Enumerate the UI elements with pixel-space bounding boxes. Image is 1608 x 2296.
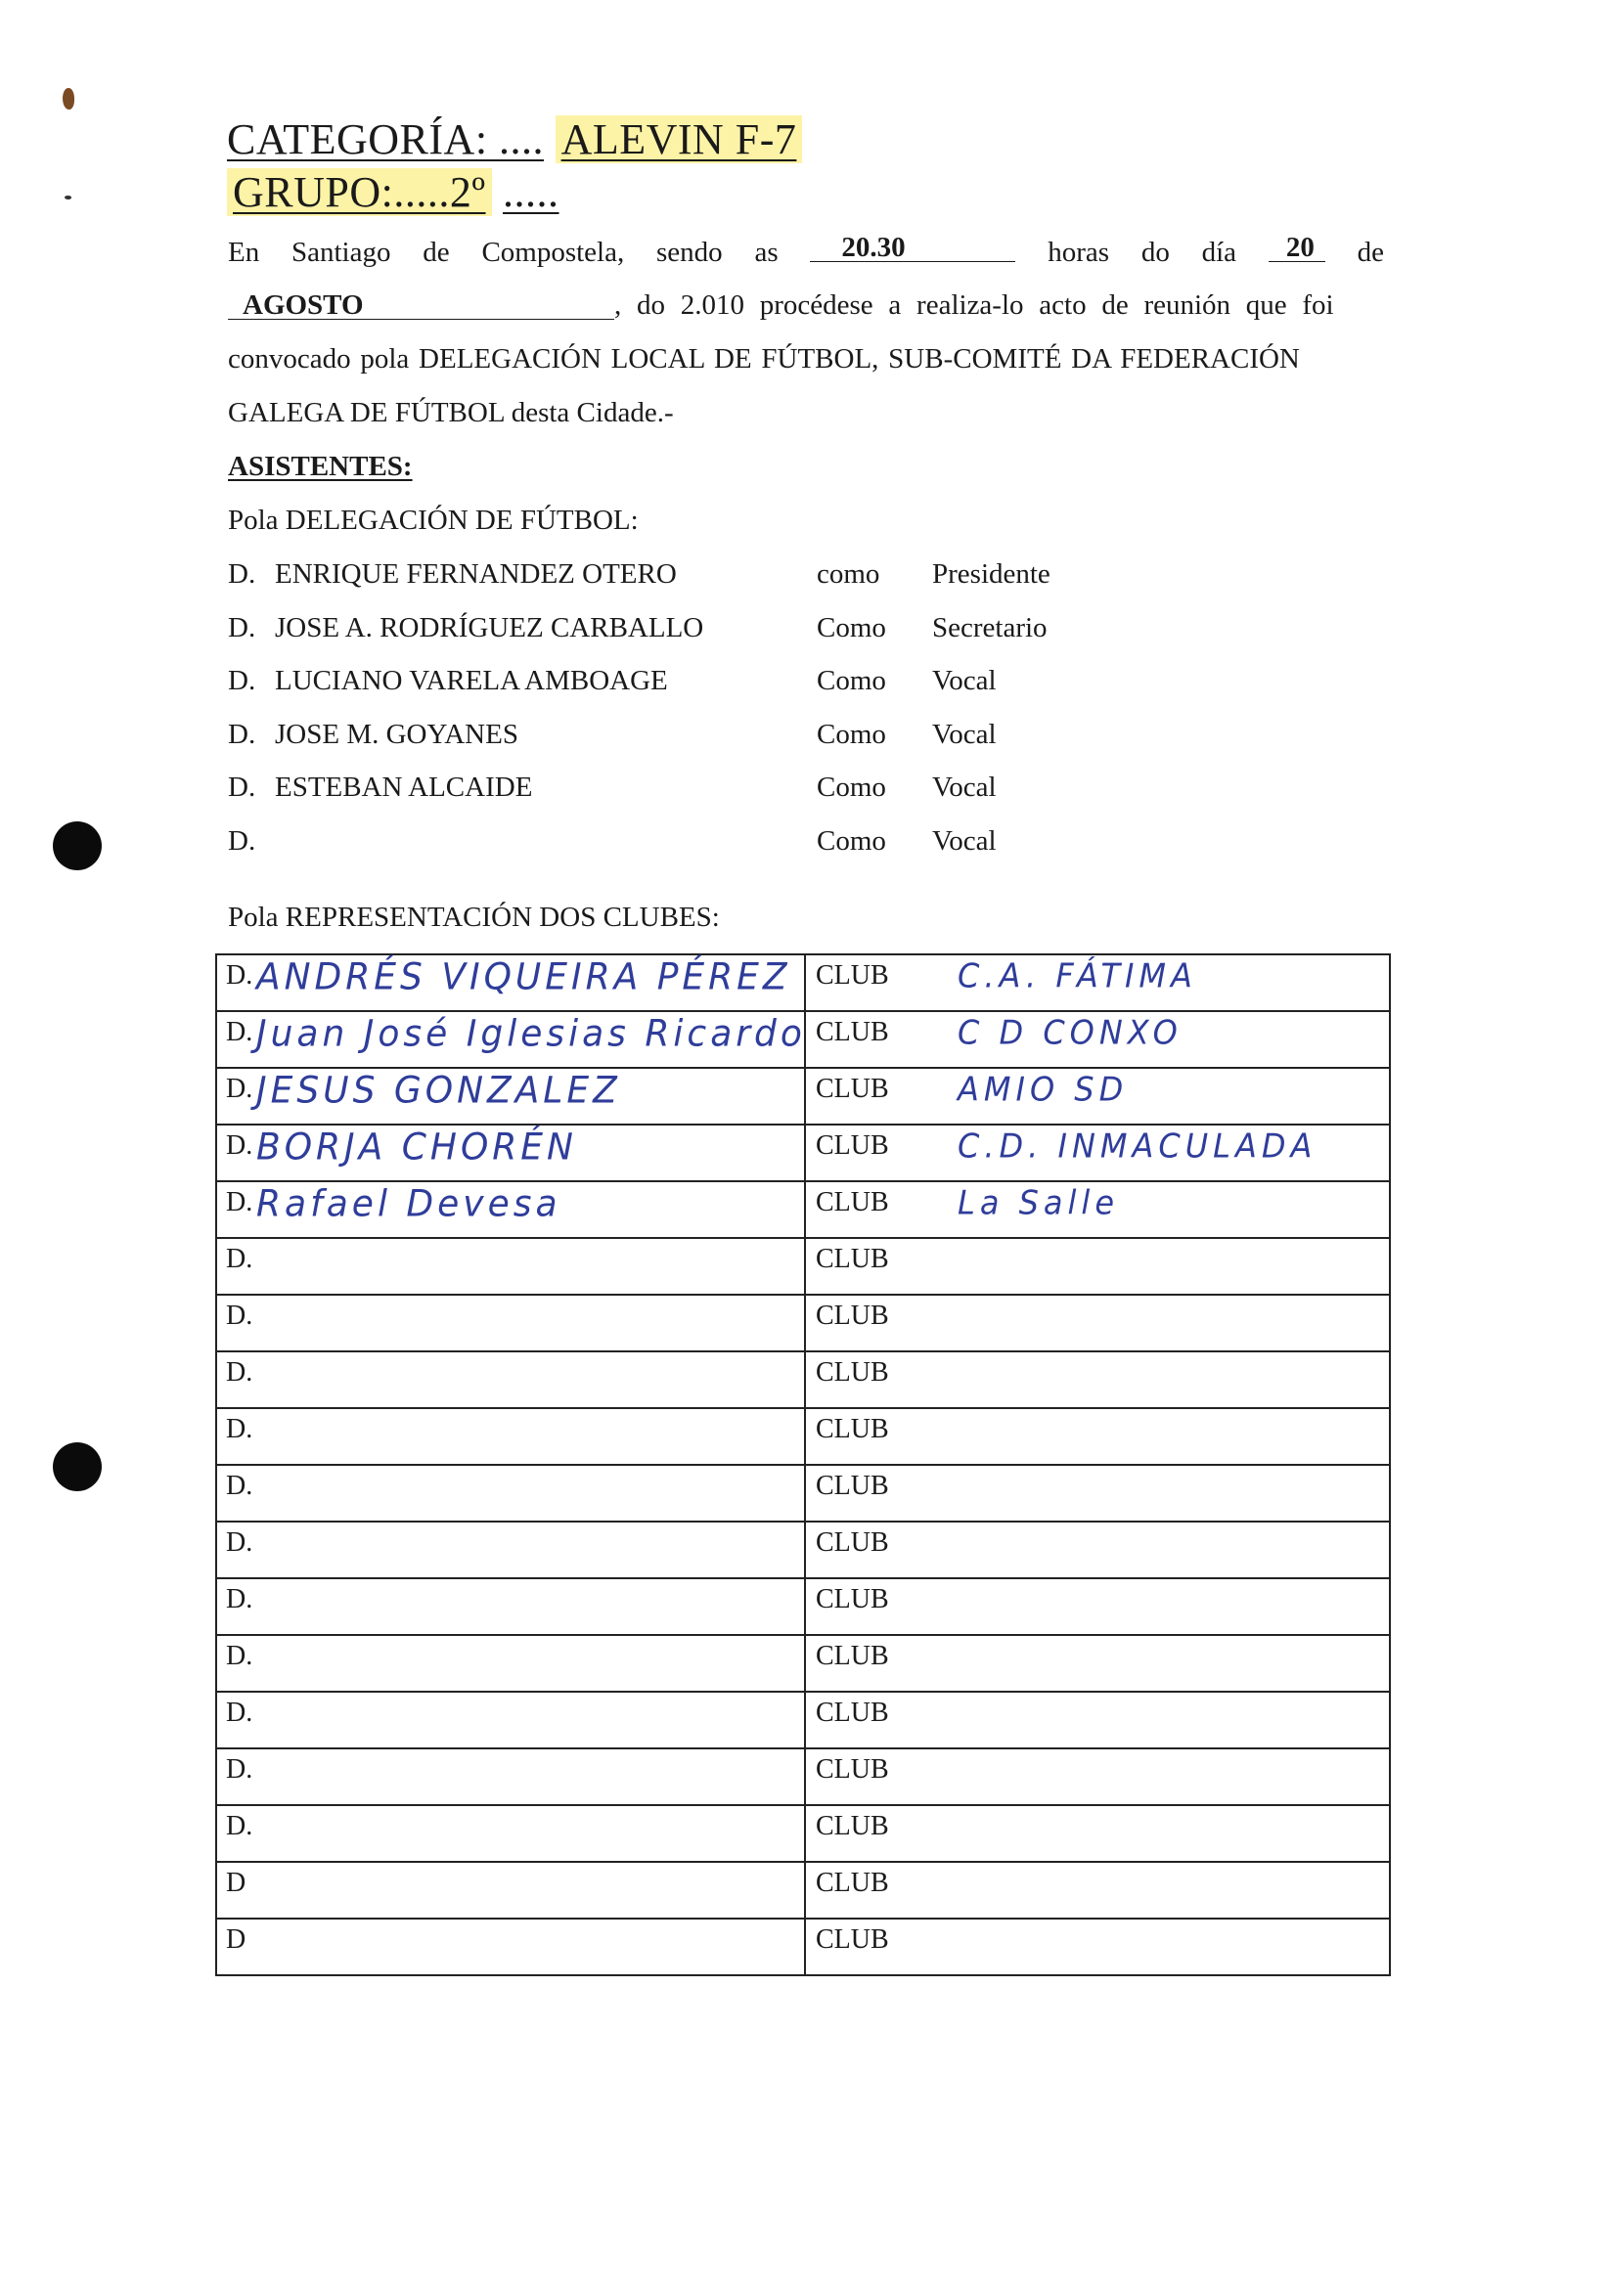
club-label: CLUB [816,1811,889,1841]
intro-word: Compostela, [481,237,625,268]
delegacion-label: Pola DELEGACIÓN DE FÚTBOL: [228,505,639,536]
delegacion-como: Como [817,665,886,697]
representative-prefix: D. [226,1074,253,1104]
club-cell [805,1351,1390,1408]
club-cell [805,1068,1390,1125]
club-row [216,1919,1390,1975]
intro-line-2-text: , do 2.010 procédese a realiza-lo acto de reunión que foi [614,289,1334,321]
punch-hole [53,821,102,870]
club-cell [805,1635,1390,1692]
representative-prefix: D. [226,1527,253,1558]
club-row [216,1522,1390,1578]
club-row [216,1862,1390,1919]
club-label: CLUB [816,1301,889,1331]
representative-cell [216,954,805,1011]
representative-name: Rafael Devesa [256,1182,561,1226]
club-cell [805,1465,1390,1522]
representative-prefix: D. [226,1641,253,1671]
club-label: CLUB [816,1698,889,1728]
delegacion-name: JOSE M. GOYANES [275,718,518,750]
delegacion-role: Presidente [932,558,1050,590]
club-name: C.A. FÁTIMA [958,956,1197,995]
club-cell [805,1011,1390,1068]
club-cell [805,1692,1390,1748]
delegacion-name: ENRIQUE FERNANDEZ OTERO [275,558,677,590]
delegacion-role: Vocal [932,665,997,697]
club-label: CLUB [816,1244,889,1274]
representative-prefix: D [226,1868,246,1898]
club-row [216,1465,1390,1522]
club-name: La Salle [958,1183,1119,1222]
ink-stain [65,196,71,199]
representative-prefix: D. [226,1811,253,1841]
ink-stain [63,88,74,110]
delegacion-prefix: D. [228,611,256,643]
representative-prefix: D. [226,1698,253,1728]
delegacion-name: JOSE A. RODRÍGUEZ CARBALLO [275,611,704,643]
representative-name: BORJA CHORÉN [256,1126,577,1170]
delegacion-role: Vocal [932,825,997,857]
hour-field: 20.30 [810,233,1015,262]
club-cell [805,1748,1390,1805]
club-cell [805,1295,1390,1351]
representative-cell [216,1238,805,1295]
club-label: CLUB [816,1130,889,1161]
representative-cell [216,1919,805,1975]
representative-name: ANDRÉS VIQUEIRA PÉREZ [256,955,791,999]
representative-prefix: D. [226,1187,253,1217]
delegacion-role: Secretario [932,611,1048,643]
intro-line-3: convocado pola DELEGACIÓN LOCAL DE FÚTBOL, SUB-COMITÉ DA FEDERACIÓN [228,343,1300,375]
intro-word: de [1357,237,1384,268]
delegacion-como: como [817,558,880,590]
intro-word: as [754,237,779,268]
intro-word: de [423,237,450,268]
club-cell [805,1181,1390,1238]
club-row [216,1692,1390,1748]
intro-line-2 [228,286,1384,325]
grupo-tail: ..... [503,168,559,216]
delegacion-prefix: D. [228,825,256,857]
punch-hole [53,1442,102,1491]
club-row [216,1748,1390,1805]
representative-prefix: D [226,1924,246,1955]
delegacion-role: Vocal [932,718,997,750]
club-cell [805,1238,1390,1295]
club-cell [805,1578,1390,1635]
delegacion-prefix: D. [228,665,256,697]
intro-line-4: GALEGA DE FÚTBOL desta Cidade.- [228,397,674,428]
representative-prefix: D. [226,1584,253,1614]
representative-cell [216,1465,805,1522]
club-label: CLUB [816,1641,889,1671]
club-label: CLUB [816,1754,889,1785]
grupo-label: GRUPO:.....2º [227,168,492,216]
club-row [216,1578,1390,1635]
intro-word: Santiago [291,237,391,268]
intro-word: En [228,237,260,268]
representative-prefix: D. [226,1301,253,1331]
delegacion-como: Como [817,772,886,804]
representative-cell [216,1181,805,1238]
club-name: C D CONXO [958,1013,1183,1052]
representative-cell [216,1862,805,1919]
delegacion-como: Como [817,825,886,857]
clubes-label: Pola REPRESENTACIÓN DOS CLUBES: [228,902,720,933]
club-name: C.D. INMACULADA [958,1126,1318,1166]
representative-cell [216,1295,805,1351]
club-row [216,1295,1390,1351]
representative-prefix: D. [226,960,253,991]
intro-word: do [1140,237,1170,268]
representative-prefix: D. [226,1357,253,1388]
club-label: CLUB [816,1414,889,1444]
club-label: CLUB [816,1187,889,1217]
club-row [216,1635,1390,1692]
club-cell [805,1862,1390,1919]
club-cell [805,1408,1390,1465]
club-label: CLUB [816,960,889,991]
club-row [216,1125,1390,1181]
delegacion-prefix: D. [228,718,256,750]
club-label: CLUB [816,1924,889,1955]
club-cell [805,1125,1390,1181]
club-cell [805,1805,1390,1862]
club-row [216,1011,1390,1068]
delegacion-name: LUCIANO VARELA AMBOAGE [275,665,668,697]
club-label: CLUB [816,1471,889,1501]
categoria-label: CATEGORÍA: .... [227,115,545,163]
delegacion-prefix: D. [228,772,256,804]
representative-cell [216,1748,805,1805]
asistentes-title: ASISTENTES: [228,451,413,482]
club-name: AMIO SD [958,1070,1129,1109]
club-row [216,1068,1390,1125]
club-cell [805,954,1390,1011]
representative-name: Juan José Iglesias Ricardo [256,1012,806,1056]
delegacion-como: Como [817,611,886,643]
club-label: CLUB [816,1868,889,1898]
club-row [216,1181,1390,1238]
representative-prefix: D. [226,1414,253,1444]
categoria-heading [227,115,802,164]
representative-cell [216,1805,805,1862]
intro-word: horas [1048,237,1110,268]
representative-cell [216,1408,805,1465]
club-row [216,954,1390,1011]
delegacion-role: Vocal [932,772,997,804]
grupo-heading [227,168,559,217]
club-row [216,1351,1390,1408]
club-row [216,1805,1390,1862]
club-label: CLUB [816,1074,889,1104]
representative-prefix: D. [226,1017,253,1047]
club-cell [805,1522,1390,1578]
day-field: 20 [1269,233,1325,262]
club-label: CLUB [816,1527,889,1558]
representative-cell [216,1522,805,1578]
delegacion-prefix: D. [228,558,256,590]
club-cell [805,1919,1390,1975]
club-label: CLUB [816,1357,889,1388]
representative-prefix: D. [226,1244,253,1274]
club-row [216,1408,1390,1465]
representative-cell [216,1635,805,1692]
representative-cell [216,1351,805,1408]
representative-prefix: D. [226,1754,253,1785]
club-label: CLUB [816,1017,889,1047]
club-label: CLUB [816,1584,889,1614]
delegacion-como: Como [817,718,886,750]
intro-word: día [1201,237,1237,268]
delegacion-name: ESTEBAN ALCAIDE [275,772,533,804]
representative-cell [216,1692,805,1748]
representative-cell [216,1578,805,1635]
clubs-table [215,953,1391,1976]
representative-cell [216,1125,805,1181]
representative-prefix: D. [226,1130,253,1161]
intro-line-1 [228,233,1384,272]
representative-prefix: D. [226,1471,253,1501]
representative-name: JESUS GONZALEZ [256,1069,621,1113]
representative-cell [216,1011,805,1068]
intro-word: sendo [656,237,723,268]
representative-cell [216,1068,805,1125]
month-field: AGOSTO [228,290,614,320]
categoria-value: ALEVIN F-7 [556,115,803,163]
club-row [216,1238,1390,1295]
